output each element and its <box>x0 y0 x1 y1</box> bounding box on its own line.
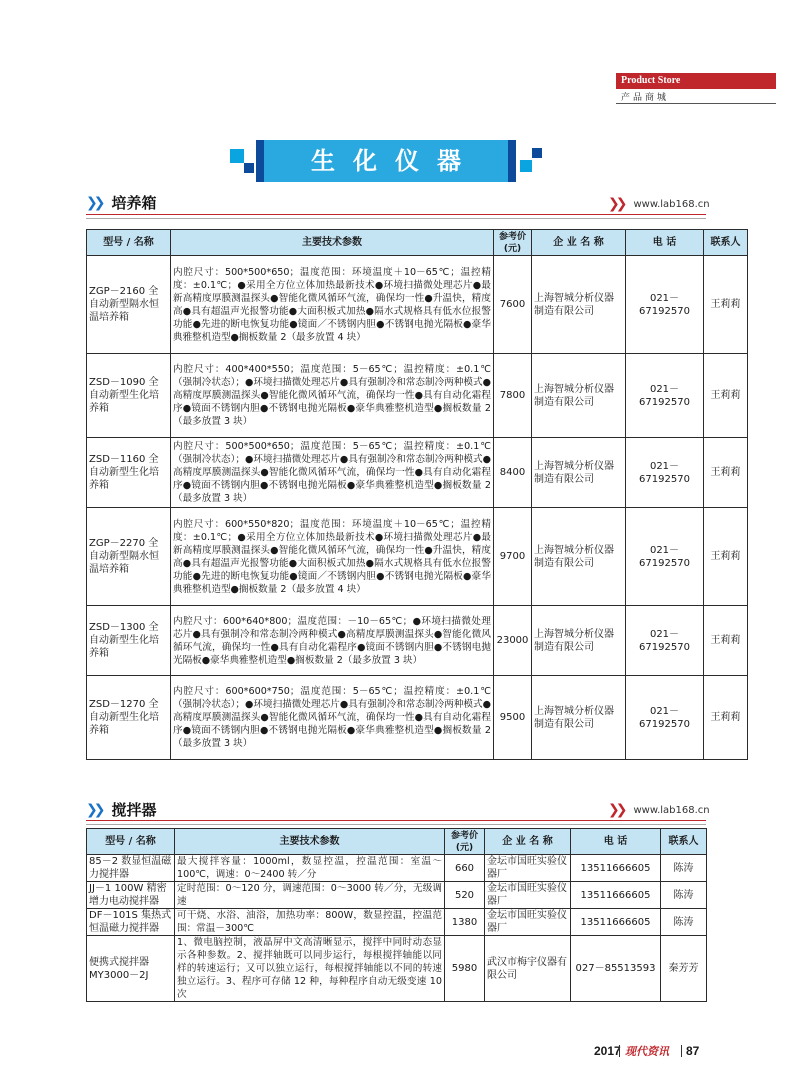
footer-divider <box>619 1045 620 1057</box>
model-cell: ZSD－1300 全自动新型生化培养箱 <box>87 606 171 676</box>
company-cell: 上海智城分析仪器制造有限公司 <box>532 438 626 508</box>
website-link-incubator[interactable] <box>608 196 710 212</box>
contact-cell: 王莉莉 <box>704 508 748 606</box>
phone-cell: 021－67192570 <box>626 508 704 606</box>
model-cell: JJ－1 100W 精密增力电动搅拌器 <box>87 882 175 909</box>
contact-cell: 王莉莉 <box>704 606 748 676</box>
column-header: 主要技术参数 <box>175 829 445 855</box>
chevron-right-icon: ❯❯ <box>86 801 102 818</box>
table-row <box>87 855 707 882</box>
title-decoration-left <box>230 149 244 163</box>
website-text: www.lab168.cn <box>633 198 710 210</box>
model-cell: DF－101S 集热式恒温磁力搅拌器 <box>87 909 175 936</box>
column-header: 联系人 <box>704 230 748 256</box>
company-cell: 金坛市国旺实验仪器厂 <box>485 882 571 909</box>
section-heading-incubator <box>86 192 156 213</box>
table-header-row <box>87 829 707 855</box>
phone-cell: 021－67192570 <box>626 676 704 760</box>
column-header: 企 业 名 称 <box>532 230 626 256</box>
section-divider <box>86 214 706 215</box>
section-title: 培养箱 <box>111 194 157 212</box>
model-cell: ZSD－1090 全自动新型生化培养箱 <box>87 354 171 438</box>
company-cell: 武汉市梅宇仪器有限公司 <box>485 936 571 1002</box>
incubator-table <box>86 229 748 760</box>
section-heading-stirrer <box>86 799 156 820</box>
column-header: 型号 / 名称 <box>87 230 171 256</box>
specs-cell: 内腔尺寸：600*550*820；温度范围：环境温度＋10－65℃；温控精度：±0.1℃；●采用全方位立体加热最新技术●环境扫描微处理芯片●最新高精度厚膜测温探头●智能化微风循环气流，确保均一性●升温快，精度高●具有超温声光报警功能●大面积板式加热●隔水式规格具有低水位报警功能●先进的断电恢复功能●镜面／不锈钢内胆●不锈钢电抛光隔板●豪华典雅整机造型●搁板数量 2（最多放置 4 块） <box>171 508 494 606</box>
company-cell: 上海智城分析仪器制造有限公司 <box>532 256 626 354</box>
phone-cell: 13511666605 <box>571 855 661 882</box>
column-header: 电 话 <box>626 230 704 256</box>
specs-cell: 可干烧、水浴、油浴，加热功率：800W，数显控温，控温范围：常温－300℃ <box>175 909 445 936</box>
phone-cell: 027－85513593 <box>571 936 661 1002</box>
price-cell: 520 <box>445 882 485 909</box>
website-text: www.lab168.cn <box>633 804 710 816</box>
company-cell: 金坛市国旺实验仪器厂 <box>485 855 571 882</box>
model-cell: ZSD－1270 全自动新型生化培养箱 <box>87 676 171 760</box>
table-row <box>87 256 748 354</box>
column-header: 型号 / 名称 <box>87 829 175 855</box>
company-cell: 上海智城分析仪器制造有限公司 <box>532 354 626 438</box>
specs-cell: 1、微电脑控制，液晶屏中文高清晰显示，搅拌中同时动态显示各种参数。2、搅拌轴既可以同步运行，每根搅拌轴能以同样的转速运行；又可以独立运行，每根搅拌轴能以不同的转速独立运行。3、程序可存储 12 种，每种程序自动无级变速 10 次 <box>175 936 445 1002</box>
model-cell: 便携式搅拌器 MY3000－2J <box>87 936 175 1002</box>
column-header: 主要技术参数 <box>171 230 494 256</box>
table-header-row <box>87 230 748 256</box>
phone-cell: 021－67192570 <box>626 354 704 438</box>
phone-cell: 021－67192570 <box>626 606 704 676</box>
column-header: 电 话 <box>571 829 661 855</box>
footer-divider <box>681 1045 682 1057</box>
column-header: 参考价 (元) <box>445 829 485 855</box>
table-row <box>87 882 707 909</box>
product-store-label-cn: 产品商城 <box>621 93 670 103</box>
title-decoration-left-small <box>244 163 254 173</box>
section-divider <box>86 820 706 821</box>
issue-year: 2017 <box>594 1044 621 1058</box>
price-cell: 9500 <box>494 676 532 760</box>
section-divider-thin <box>86 218 706 219</box>
phone-cell: 13511666605 <box>571 909 661 936</box>
table-row <box>87 508 748 606</box>
specs-cell: 内腔尺寸：500*500*650；温度范围：环境温度＋10－65℃；温控精度：±0.1℃；●采用全方位立体加热最新技术●环境扫描微处理芯片●最新高精度厚膜测温探头●智能化微风循环气流，确保均一性●升温快，精度高●具有超温声光报警功能●大面积板式加热●隔水式规格具有低水位报警功能●先进的断电恢复功能●镜面／不锈钢内胆●不锈钢电抛光隔板●豪华典雅整机造型●搁板数量 2（最多放置 4 块） <box>171 256 494 354</box>
chevron-right-icon: ❯❯ <box>608 802 624 818</box>
product-store-label-en: Product Store <box>621 75 681 86</box>
magazine-brand: 现代资讯 <box>625 1045 669 1058</box>
specs-cell: 内腔尺寸：400*400*550；温度范围：5－65℃；温控精度：±0.1℃（强制冷状态）；●环境扫描微处理芯片●具有强制冷和常态制冷两种模式●高精度厚膜测温探头●智能化微风循环气流，确保均一性●具有自动化霜程序●镜面不锈钢内胆●不锈钢电抛光隔板●豪华典雅整机造型●搁板数量 2（最多放置 3 块） <box>171 354 494 438</box>
phone-cell: 021－67192570 <box>626 256 704 354</box>
price-cell: 660 <box>445 855 485 882</box>
title-decoration-right <box>520 160 532 172</box>
table-row <box>87 936 707 1002</box>
table-row <box>87 676 748 760</box>
model-cell: ZSD－1160 全自动新型生化培养箱 <box>87 438 171 508</box>
price-cell: 1380 <box>445 909 485 936</box>
price-cell: 23000 <box>494 606 532 676</box>
contact-cell: 秦芳芳 <box>661 936 707 1002</box>
table-row <box>87 354 748 438</box>
column-header: 联系人 <box>661 829 707 855</box>
phone-cell: 021－67192570 <box>626 438 704 508</box>
company-cell: 金坛市国旺实验仪器厂 <box>485 909 571 936</box>
contact-cell: 王莉莉 <box>704 438 748 508</box>
table-row <box>87 438 748 508</box>
price-cell: 7800 <box>494 354 532 438</box>
company-cell: 上海智城分析仪器制造有限公司 <box>532 606 626 676</box>
contact-cell: 陈涛 <box>661 882 707 909</box>
page-title: 生化仪器 <box>311 147 479 175</box>
company-cell: 上海智城分析仪器制造有限公司 <box>532 508 626 606</box>
specs-cell: 内腔尺寸：600*600*750；温度范围：5－65℃；温控精度：±0.1℃（强制冷状态）；●环境扫描微处理芯片●具有强制冷和常态制冷两种模式●高精度厚膜测温探头●智能化微风循环气流，确保均一性●具有自动化霜程序●镜面不锈钢内胆●不锈钢电抛光隔板●豪华典雅整机造型●搁板数量 2（最多放置 3 块） <box>171 676 494 760</box>
price-cell: 8400 <box>494 438 532 508</box>
contact-cell: 王莉莉 <box>704 676 748 760</box>
section-divider-thin <box>86 824 706 825</box>
table-row <box>87 909 707 936</box>
section-title: 搅拌器 <box>111 801 157 819</box>
specs-cell: 最大搅拌容量：1000ml，数显控温，控温范围：室温～100℃，调速：0～2400 转／分 <box>175 855 445 882</box>
title-decoration-right-small <box>532 148 542 158</box>
model-cell: ZGP－2270 全自动新型隔水恒温培养箱 <box>87 508 171 606</box>
website-link-stirrer[interactable] <box>608 802 710 818</box>
specs-cell: 内腔尺寸：500*500*650；温度范围：5－65℃；温控精度：±0.1℃（强制冷状态）；●环境扫描微处理芯片●具有强制冷和常态制冷两种模式●高精度厚膜测温探头●智能化微风循环气流，确保均一性●具有自动化霜程序●镜面不锈钢内胆●不锈钢电抛光隔板●豪华典雅整机造型●搁板数量 2（最多放置 3 块） <box>171 438 494 508</box>
header-divider <box>616 103 776 104</box>
stirrer-table <box>86 828 707 1002</box>
phone-cell: 13511666605 <box>571 882 661 909</box>
contact-cell: 王莉莉 <box>704 354 748 438</box>
price-cell: 9700 <box>494 508 532 606</box>
specs-cell: 内腔尺寸：600*640*800；温度范围：－10－65℃；●环境扫描微处理芯片●具有强制冷和常态制冷两种模式●高精度厚膜测温探头●智能化微风循环气流，确保均一性●具有自动化霜程序●镜面不锈钢内胆●不锈钢电抛光隔板●豪华典雅整机造型●搁板数量 2（最多放置 3 块） <box>171 606 494 676</box>
table-row <box>87 606 748 676</box>
model-cell: ZGP－2160 全自动新型隔水恒温培养箱 <box>87 256 171 354</box>
chevron-right-icon: ❯❯ <box>86 194 102 211</box>
price-cell: 7600 <box>494 256 532 354</box>
contact-cell: 王莉莉 <box>704 256 748 354</box>
page-number: 87 <box>686 1044 700 1058</box>
chevron-right-icon: ❯❯ <box>608 196 624 212</box>
model-cell: 85－2 数显恒温磁力搅拌器 <box>87 855 175 882</box>
price-cell: 5980 <box>445 936 485 1002</box>
contact-cell: 陈涛 <box>661 855 707 882</box>
column-header: 企 业 名 称 <box>485 829 571 855</box>
specs-cell: 定时范围：0～120 分，调速范围：0～3000 转／分，无级调速 <box>175 882 445 909</box>
company-cell: 上海智城分析仪器制造有限公司 <box>532 676 626 760</box>
column-header: 参考价 (元) <box>494 230 532 256</box>
contact-cell: 陈涛 <box>661 909 707 936</box>
